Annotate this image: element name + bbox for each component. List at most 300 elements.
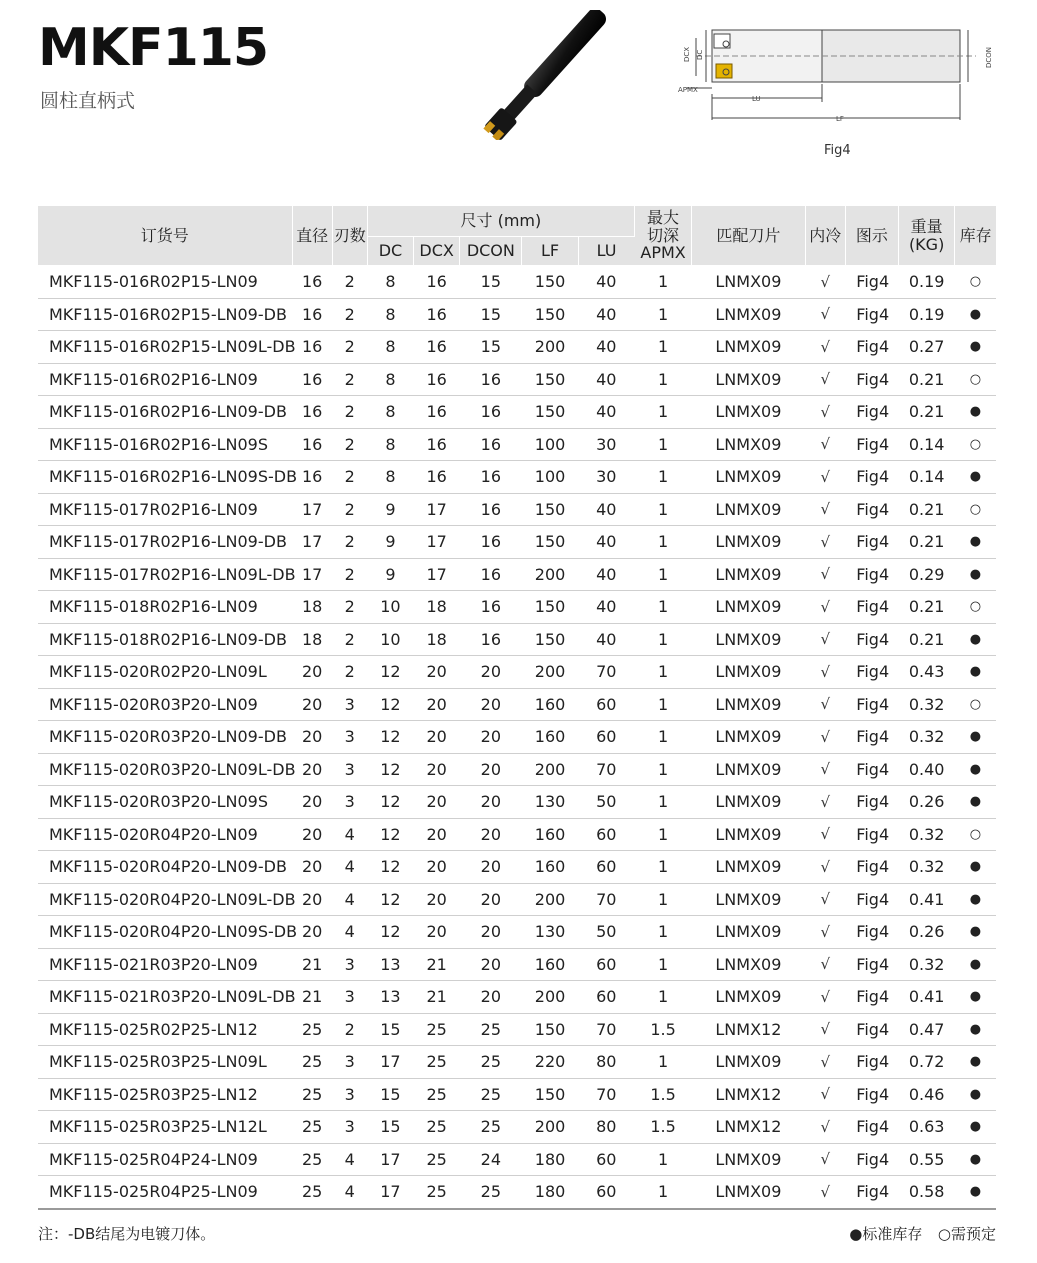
flutes-cell: 4 <box>332 851 367 884</box>
dc-cell: 8 <box>367 428 413 461</box>
dc-cell: 12 <box>367 786 413 819</box>
apmx-cell: 1 <box>634 363 691 396</box>
insert-cell: LNMX09 <box>692 1046 805 1079</box>
dcx-cell: 20 <box>414 721 460 754</box>
dcx-cell: 16 <box>414 396 460 429</box>
flutes-cell: 2 <box>332 623 367 656</box>
insert-cell: LNMX09 <box>692 851 805 884</box>
header-diameter: 直径 <box>292 206 332 266</box>
order-code-cell: MKF115-025R04P25-LN09 <box>38 1176 292 1209</box>
stock-cell: ○ <box>955 266 996 299</box>
weight-cell: 0.72 <box>899 1046 955 1079</box>
dcx-cell: 16 <box>414 428 460 461</box>
dcon-cell: 16 <box>460 428 522 461</box>
figure-cell: Fig4 <box>845 428 898 461</box>
dcon-cell: 25 <box>460 1176 522 1209</box>
insert-cell: LNMX09 <box>692 656 805 689</box>
lf-cell: 200 <box>522 1111 578 1144</box>
order-code-cell: MKF115-017R02P16-LN09 <box>38 493 292 526</box>
dcon-cell: 20 <box>460 688 522 721</box>
order-code-cell: MKF115-017R02P16-LN09L-DB <box>38 558 292 591</box>
figure-cell: Fig4 <box>845 721 898 754</box>
coolant-cell: √ <box>805 1176 845 1209</box>
lu-cell: 70 <box>578 1078 634 1111</box>
table-row <box>38 526 996 559</box>
figure-cell: Fig4 <box>845 298 898 331</box>
apmx-cell: 1 <box>634 396 691 429</box>
stock-cell: ● <box>955 396 996 429</box>
dcx-cell: 17 <box>414 558 460 591</box>
dcx-cell: 20 <box>414 786 460 819</box>
order-code-cell: MKF115-016R02P16-LN09S <box>38 428 292 461</box>
apmx-cell: 1 <box>634 591 691 624</box>
table-row <box>38 298 996 331</box>
diameter-cell: 18 <box>292 623 332 656</box>
order-code-cell: MKF115-017R02P16-LN09-DB <box>38 526 292 559</box>
apmx-cell: 1 <box>634 721 691 754</box>
lf-cell: 150 <box>522 363 578 396</box>
order-code-cell: MKF115-016R02P16-LN09S-DB <box>38 461 292 494</box>
dcx-cell: 25 <box>414 1111 460 1144</box>
insert-cell: LNMX12 <box>692 1078 805 1111</box>
weight-cell: 0.47 <box>899 1013 955 1046</box>
dcon-cell: 20 <box>460 883 522 916</box>
dcx-cell: 20 <box>414 753 460 786</box>
diameter-cell: 20 <box>292 721 332 754</box>
insert-cell: LNMX09 <box>692 298 805 331</box>
lu-cell: 30 <box>578 461 634 494</box>
apmx-cell: 1.5 <box>634 1078 691 1111</box>
flutes-cell: 4 <box>332 818 367 851</box>
table-row <box>38 1111 996 1144</box>
lf-cell: 160 <box>522 948 578 981</box>
flutes-cell: 2 <box>332 461 367 494</box>
lf-cell: 150 <box>522 591 578 624</box>
insert-cell: LNMX09 <box>692 688 805 721</box>
order-code-cell: MKF115-025R03P25-LN12 <box>38 1078 292 1111</box>
lf-cell: 200 <box>522 753 578 786</box>
figure-cell: Fig4 <box>845 753 898 786</box>
coolant-cell: √ <box>805 623 845 656</box>
stock-cell: ● <box>955 916 996 949</box>
lu-cell: 30 <box>578 428 634 461</box>
dcx-cell: 16 <box>414 298 460 331</box>
order-code-cell: MKF115-020R03P20-LN09 <box>38 688 292 721</box>
weight-cell: 0.26 <box>899 916 955 949</box>
dcx-cell: 16 <box>414 266 460 299</box>
order-code-cell: MKF115-020R02P20-LN09L <box>38 656 292 689</box>
table-row <box>38 818 996 851</box>
coolant-cell: √ <box>805 916 845 949</box>
legend-standard-stock: ●标准库存 <box>849 1225 923 1243</box>
flutes-cell: 3 <box>332 688 367 721</box>
coolant-cell: √ <box>805 981 845 1014</box>
lf-cell: 150 <box>522 1078 578 1111</box>
dc-cell: 8 <box>367 461 413 494</box>
stock-cell: ● <box>955 721 996 754</box>
lf-cell: 150 <box>522 1013 578 1046</box>
dc-cell: 10 <box>367 623 413 656</box>
header-apmx-line2: 切深 <box>647 225 680 245</box>
diameter-cell: 20 <box>292 688 332 721</box>
dc-cell: 12 <box>367 851 413 884</box>
coolant-cell: √ <box>805 883 845 916</box>
header-apmx-line1: 最大 <box>647 208 680 228</box>
lu-cell: 60 <box>578 851 634 884</box>
order-code-cell: MKF115-016R02P16-LN09 <box>38 363 292 396</box>
lf-cell: 160 <box>522 721 578 754</box>
apmx-cell: 1 <box>634 298 691 331</box>
apmx-cell: 1 <box>634 786 691 819</box>
weight-cell: 0.55 <box>899 1143 955 1176</box>
header-order-no: 订货号 <box>38 206 292 266</box>
dcon-cell: 15 <box>460 298 522 331</box>
weight-cell: 0.41 <box>899 883 955 916</box>
insert-cell: LNMX09 <box>692 363 805 396</box>
weight-cell: 0.58 <box>899 1176 955 1209</box>
header-flutes: 刃数 <box>332 206 367 266</box>
lf-cell: 150 <box>522 526 578 559</box>
lu-cell: 60 <box>578 1176 634 1209</box>
table-row <box>38 428 996 461</box>
lu-cell: 40 <box>578 493 634 526</box>
figure-cell: Fig4 <box>845 1046 898 1079</box>
dcon-cell: 15 <box>460 331 522 364</box>
weight-cell: 0.27 <box>899 331 955 364</box>
insert-cell: LNMX09 <box>692 883 805 916</box>
stock-cell: ● <box>955 851 996 884</box>
figure-cell: Fig4 <box>845 981 898 1014</box>
figure-cell: Fig4 <box>845 1176 898 1209</box>
legend-order-required: ○需预定 <box>937 1225 996 1243</box>
order-code-cell: MKF115-025R04P24-LN09 <box>38 1143 292 1176</box>
flutes-cell: 2 <box>332 266 367 299</box>
diameter-cell: 25 <box>292 1111 332 1144</box>
coolant-cell: √ <box>805 948 845 981</box>
header-lf: LF <box>522 237 578 266</box>
flutes-cell: 2 <box>332 656 367 689</box>
flutes-cell: 2 <box>332 363 367 396</box>
coolant-cell: √ <box>805 558 845 591</box>
insert-cell: LNMX12 <box>692 1111 805 1144</box>
apmx-cell: 1 <box>634 656 691 689</box>
dc-cell: 17 <box>367 1046 413 1079</box>
dc-cell: 13 <box>367 981 413 1014</box>
header-dimensions: 尺寸 (mm) <box>367 206 634 237</box>
dcon-cell: 15 <box>460 266 522 299</box>
flutes-cell: 2 <box>332 298 367 331</box>
table-row <box>38 981 996 1014</box>
apmx-cell: 1 <box>634 981 691 1014</box>
page-subtitle: 圆柱直柄式 <box>40 90 136 112</box>
coolant-cell: √ <box>805 786 845 819</box>
weight-cell: 0.29 <box>899 558 955 591</box>
insert-cell: LNMX09 <box>692 753 805 786</box>
weight-cell: 0.32 <box>899 688 955 721</box>
product-image <box>460 10 630 140</box>
dcon-cell: 20 <box>460 981 522 1014</box>
diameter-cell: 21 <box>292 981 332 1014</box>
figure-cell: Fig4 <box>845 1013 898 1046</box>
dcon-cell: 16 <box>460 461 522 494</box>
diameter-cell: 17 <box>292 526 332 559</box>
order-code-cell: MKF115-025R02P25-LN12 <box>38 1013 292 1046</box>
flutes-cell: 2 <box>332 526 367 559</box>
flutes-cell: 2 <box>332 331 367 364</box>
page-title: MKF115 <box>38 18 269 78</box>
lu-cell: 40 <box>578 396 634 429</box>
table-row <box>38 1013 996 1046</box>
coolant-cell: √ <box>805 1013 845 1046</box>
diameter-cell: 20 <box>292 883 332 916</box>
coolant-cell: √ <box>805 396 845 429</box>
dcon-cell: 20 <box>460 656 522 689</box>
table-row <box>38 948 996 981</box>
dcx-cell: 18 <box>414 623 460 656</box>
lu-cell: 80 <box>578 1111 634 1144</box>
header-apmx <box>634 206 691 266</box>
figure-cell: Fig4 <box>845 948 898 981</box>
weight-cell: 0.14 <box>899 461 955 494</box>
weight-cell: 0.21 <box>899 363 955 396</box>
dcon-cell: 20 <box>460 916 522 949</box>
spec-table <box>38 206 996 1210</box>
dcx-cell: 20 <box>414 818 460 851</box>
figure-cell: Fig4 <box>845 493 898 526</box>
table-row <box>38 461 996 494</box>
stock-cell: ○ <box>955 688 996 721</box>
diameter-cell: 25 <box>292 1176 332 1209</box>
dcx-cell: 16 <box>414 331 460 364</box>
figure-cell: Fig4 <box>845 331 898 364</box>
flutes-cell: 3 <box>332 753 367 786</box>
lu-cell: 60 <box>578 948 634 981</box>
figure-cell: Fig4 <box>845 883 898 916</box>
insert-cell: LNMX09 <box>692 786 805 819</box>
order-code-cell: MKF115-018R02P16-LN09 <box>38 591 292 624</box>
diameter-cell: 20 <box>292 851 332 884</box>
coolant-cell: √ <box>805 1078 845 1111</box>
coolant-cell: √ <box>805 331 845 364</box>
order-code-cell: MKF115-018R02P16-LN09-DB <box>38 623 292 656</box>
dcon-cell: 20 <box>460 851 522 884</box>
stock-cell: ● <box>955 298 996 331</box>
insert-cell: LNMX09 <box>692 591 805 624</box>
insert-cell: LNMX12 <box>692 1013 805 1046</box>
apmx-cell: 1 <box>634 623 691 656</box>
lf-cell: 200 <box>522 558 578 591</box>
insert-cell: LNMX09 <box>692 623 805 656</box>
stock-cell: ● <box>955 656 996 689</box>
header-dcon: DCON <box>460 237 522 266</box>
figure-cell: Fig4 <box>845 558 898 591</box>
order-code-cell: MKF115-025R03P25-LN12L <box>38 1111 292 1144</box>
lu-cell: 60 <box>578 818 634 851</box>
lf-cell: 220 <box>522 1046 578 1079</box>
diameter-cell: 25 <box>292 1078 332 1111</box>
dc-cell: 9 <box>367 493 413 526</box>
dcx-cell: 25 <box>414 1046 460 1079</box>
apmx-cell: 1 <box>634 1046 691 1079</box>
apmx-cell: 1 <box>634 461 691 494</box>
weight-cell: 0.40 <box>899 753 955 786</box>
flutes-cell: 4 <box>332 916 367 949</box>
flutes-cell: 2 <box>332 591 367 624</box>
figure-cell: Fig4 <box>845 1143 898 1176</box>
stock-cell: ● <box>955 753 996 786</box>
dcon-cell: 24 <box>460 1143 522 1176</box>
lu-cell: 40 <box>578 526 634 559</box>
weight-cell: 0.19 <box>899 266 955 299</box>
table-row <box>38 753 996 786</box>
apmx-cell: 1 <box>634 948 691 981</box>
coolant-cell: √ <box>805 688 845 721</box>
order-code-cell: MKF115-020R04P20-LN09S-DB <box>38 916 292 949</box>
coolant-cell: √ <box>805 266 845 299</box>
figure-cell: Fig4 <box>845 363 898 396</box>
dcx-cell: 25 <box>414 1078 460 1111</box>
dcx-cell: 16 <box>414 461 460 494</box>
header-dc: DC <box>367 237 413 266</box>
coolant-cell: √ <box>805 526 845 559</box>
weight-cell: 0.32 <box>899 851 955 884</box>
spec-table-body <box>38 266 996 1209</box>
figure-cell: Fig4 <box>845 851 898 884</box>
coolant-cell: √ <box>805 461 845 494</box>
lf-cell: 130 <box>522 786 578 819</box>
order-code-cell: MKF115-021R03P20-LN09L-DB <box>38 981 292 1014</box>
lf-cell: 200 <box>522 883 578 916</box>
header-coolant: 内冷 <box>805 206 845 266</box>
stock-cell: ● <box>955 1143 996 1176</box>
footnote: 注：-DB结尾为电镀刀体。 <box>38 1225 216 1243</box>
lf-cell: 200 <box>522 331 578 364</box>
diameter-cell: 16 <box>292 428 332 461</box>
lf-cell: 100 <box>522 461 578 494</box>
insert-cell: LNMX09 <box>692 396 805 429</box>
apmx-cell: 1.5 <box>634 1111 691 1144</box>
flutes-cell: 2 <box>332 1013 367 1046</box>
weight-cell: 0.41 <box>899 981 955 1014</box>
coolant-cell: √ <box>805 428 845 461</box>
dcon-cell: 25 <box>460 1046 522 1079</box>
insert-cell: LNMX09 <box>692 266 805 299</box>
flutes-cell: 3 <box>332 1111 367 1144</box>
weight-cell: 0.14 <box>899 428 955 461</box>
dc-cell: 17 <box>367 1143 413 1176</box>
lu-cell: 80 <box>578 1046 634 1079</box>
lu-cell: 70 <box>578 1013 634 1046</box>
apmx-cell: 1 <box>634 428 691 461</box>
diameter-cell: 20 <box>292 753 332 786</box>
stock-cell: ○ <box>955 493 996 526</box>
lu-cell: 60 <box>578 1143 634 1176</box>
coolant-cell: √ <box>805 818 845 851</box>
dcx-cell: 25 <box>414 1176 460 1209</box>
figure-cell: Fig4 <box>845 1111 898 1144</box>
lu-cell: 40 <box>578 623 634 656</box>
apmx-cell: 1 <box>634 266 691 299</box>
weight-cell: 0.46 <box>899 1078 955 1111</box>
flutes-cell: 3 <box>332 981 367 1014</box>
figure-cell: Fig4 <box>845 688 898 721</box>
figure-cell: Fig4 <box>845 396 898 429</box>
diameter-cell: 16 <box>292 363 332 396</box>
order-code-cell: MKF115-020R03P20-LN09S <box>38 786 292 819</box>
diameter-cell: 20 <box>292 916 332 949</box>
insert-cell: LNMX09 <box>692 493 805 526</box>
flutes-cell: 3 <box>332 948 367 981</box>
apmx-label: APMX <box>678 86 698 94</box>
flutes-cell: 3 <box>332 1078 367 1111</box>
lu-cell: 40 <box>578 298 634 331</box>
dcx-cell: 20 <box>414 851 460 884</box>
stock-cell: ● <box>955 786 996 819</box>
order-code-cell: MKF115-016R02P15-LN09-DB <box>38 298 292 331</box>
figure-cell: Fig4 <box>845 1078 898 1111</box>
apmx-cell: 1 <box>634 1143 691 1176</box>
dc-cell: 12 <box>367 688 413 721</box>
insert-cell: LNMX09 <box>692 461 805 494</box>
diameter-cell: 20 <box>292 818 332 851</box>
diameter-cell: 20 <box>292 656 332 689</box>
dc-cell: 12 <box>367 916 413 949</box>
lu-cell: 50 <box>578 916 634 949</box>
diameter-cell: 18 <box>292 591 332 624</box>
coolant-cell: √ <box>805 363 845 396</box>
table-row <box>38 493 996 526</box>
stock-cell: ● <box>955 1176 996 1209</box>
dcon-cell: 16 <box>460 623 522 656</box>
weight-cell: 0.21 <box>899 526 955 559</box>
table-row <box>38 688 996 721</box>
apmx-cell: 1 <box>634 883 691 916</box>
figure-cell: Fig4 <box>845 916 898 949</box>
figure-cell: Fig4 <box>845 461 898 494</box>
insert-cell: LNMX09 <box>692 916 805 949</box>
lf-cell: 150 <box>522 623 578 656</box>
stock-cell: ● <box>955 1013 996 1046</box>
table-row <box>38 851 996 884</box>
order-code-cell: MKF115-020R03P20-LN09L-DB <box>38 753 292 786</box>
dcx-label: DCX <box>683 46 691 62</box>
dcon-cell: 16 <box>460 363 522 396</box>
table-row <box>38 1078 996 1111</box>
dc-cell: 12 <box>367 753 413 786</box>
figure-cell: Fig4 <box>845 656 898 689</box>
diameter-cell: 17 <box>292 493 332 526</box>
flutes-cell: 4 <box>332 1143 367 1176</box>
table-row <box>38 331 996 364</box>
dcx-cell: 17 <box>414 526 460 559</box>
diameter-cell: 20 <box>292 786 332 819</box>
flutes-cell: 2 <box>332 428 367 461</box>
stock-cell: ○ <box>955 591 996 624</box>
lf-cell: 200 <box>522 656 578 689</box>
stock-cell: ● <box>955 623 996 656</box>
diameter-cell: 16 <box>292 331 332 364</box>
dcx-cell: 20 <box>414 656 460 689</box>
weight-cell: 0.19 <box>899 298 955 331</box>
order-code-cell: MKF115-020R03P20-LN09-DB <box>38 721 292 754</box>
lu-cell: 40 <box>578 591 634 624</box>
apmx-cell: 1 <box>634 558 691 591</box>
insert-cell: LNMX09 <box>692 331 805 364</box>
table-row <box>38 721 996 754</box>
figure-cell: Fig4 <box>845 526 898 559</box>
lu-cell: 60 <box>578 688 634 721</box>
lf-label: LF <box>836 115 844 123</box>
